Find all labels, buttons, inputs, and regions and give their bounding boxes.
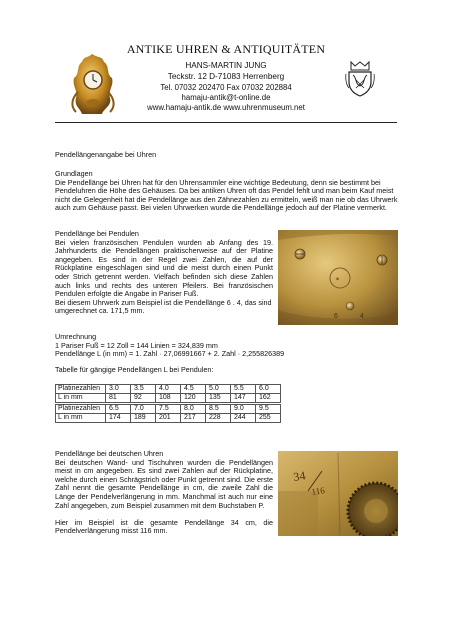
websites: www.hamaju-antik.de www.uhrenmuseum.net [147,103,305,112]
section-title-umrechnung: Umrechnung [55,332,97,341]
table-cell: 5.0 [206,385,231,394]
table-cell: 147 [231,394,256,403]
table-cell: 174 [106,414,131,423]
table-cell: 135 [206,394,231,403]
table-cell: 244 [231,414,256,423]
phone-fax: Tel. 07032 202470 Fax 07032 202884 [160,83,292,92]
table-cell: 5.5 [231,385,256,394]
section-title-grundlagen: Grundlagen [55,169,93,178]
svg-text:✶: ✶ [335,277,341,283]
table-cell: 92 [131,394,156,403]
table-row [56,385,281,394]
table-cell: 7.5 [156,405,181,414]
header-divider [55,122,397,123]
table-cell: 81 [106,394,131,403]
table-cell: 6.5 [106,405,131,414]
address: Teckstr. 12 D-71083 Herrenberg [167,72,285,81]
table-cell: 120 [181,394,206,403]
deutsch-example: Hier im Beispiel ist die gesamte Pendellänge 34 cm, die Pendelverlängerung misst 116 mm. [55,517,273,536]
table-cell: 3.5 [131,385,156,394]
umrechnung-formula-2: Pendellänge L (in mm) = 1. Zahl · 27,06991667 + 2. Zahl · 2,255826389 [55,349,285,359]
table-cell: 201 [156,414,181,423]
table-cell: 8.5 [206,405,231,414]
table-cell: 255 [256,414,281,423]
table-cell: 6.0 [256,385,281,394]
table-cell: 217 [181,414,206,423]
table-cell: 189 [131,414,156,423]
section-title-deutsch: Pendellänge bei deutschen Uhren [55,449,164,458]
table-row [56,394,281,403]
table-cell: 4.5 [181,385,206,394]
company-title: ANTIKE UHREN & ANTIQUITÄTEN [126,42,326,56]
owner-name: HANS-MARTIN JUNG [185,61,267,70]
table-cell: 3.0 [106,385,131,394]
table-cell: 108 [156,394,181,403]
svg-text:34: 34 [292,468,307,484]
pendulen-paragraph: Bei vielen französischen Pendulen wurden ab Anfang des 19. Jahrhunderts die Pendellängen praktischerweise auf der Platine angegeben. Es sind in der Regel zwei Zahlen, die auf der Rückplatine eingeschlagen sind und die meist durch einen Punkt oder Strich getrennt werden. Vielfach befinden sich diese Zahlen auch links und rechts des unteren Pfeilers. Bei französischen Pendulen erfolgte die Angabe in Pariser Fuß. [55,237,273,299]
table-row [56,414,281,423]
table-cell-label: Platinezahlen [56,385,106,394]
table-cell: 162 [256,394,281,403]
svg-text:4: 4 [360,313,364,320]
svg-text:6: 6 [334,313,338,320]
table-cell: 4.0 [156,385,181,394]
table-row [56,405,281,414]
table-title: Tabelle für gängige Pendellängen L bei Pendulen: [55,365,214,374]
table-cell: 9.5 [256,405,281,414]
umrechnung-formula-1: 1 Pariser Fuß = 12 Zoll = 144 Linien = 324,839 mm [55,340,218,350]
deutsch-paragraph: Bei deutschen Wand- und Tischuhren wurden die Pendellängen meist in cm angegeben. Es sind zwei Zahlen auf der Rückplatine, welche durch einen Schrägstrich oder Punkt getrennt sind. Die erste Zahl nennt die gesamte Pendellänge in cm, die zweile Zahl die Länge der Pendelverlängerung in mm. Manchmal ist auch nur eine Zahl angegeben, zum Beispiel zusammen mit dem Buchstaben P. [55,457,273,510]
section-title-pendulen: Pendellänge bei Pendulen [55,229,139,238]
svg-text:116: 116 [310,485,326,497]
table-cell: 7.0 [131,405,156,414]
german-movement-photo [278,451,398,536]
table-cell-label: L in mm [56,414,106,423]
pendulen-example: Bei diesem Uhrwerk zum Beispiel ist die Pendellänge 6 . 4, das sind umgerechnet ca. 171,5 mm. [55,297,272,316]
pendulum-length-table-2 [55,404,281,423]
table-cell: 9.0 [231,405,256,414]
grundlagen-paragraph: Die Pendellänge bei Uhren hat für den Uhrensammler eine wichtige Bedeutung, denn sie bestimmt bei Pendeluhren die Höhe des Gehäuses. Da bei antiken Uhren oft das Pendel fehlt und man beim Kauf meist nicht die Gelegenheit hat die Pendellänge aus den Zähnezahlen zu ermitteln, weiß man nie ob das Uhrwerk auch zum Gehäuse passt. Bei vielen Uhrwerken wurde die Pendellänge jedoch auf der Platine vermerkt. [55,177,398,213]
email: hamaju-antik@t-online.de [181,93,271,102]
table-cell: 228 [206,414,231,423]
french-movement-photo [278,230,398,325]
table-cell: 8.0 [181,405,206,414]
table-cell-label: Platinezahlen [56,405,106,414]
table-cell-label: L in mm [56,394,106,403]
page-title: Pendellängenangabe bei Uhren [55,150,157,159]
pendulum-length-table-1 [55,384,281,403]
